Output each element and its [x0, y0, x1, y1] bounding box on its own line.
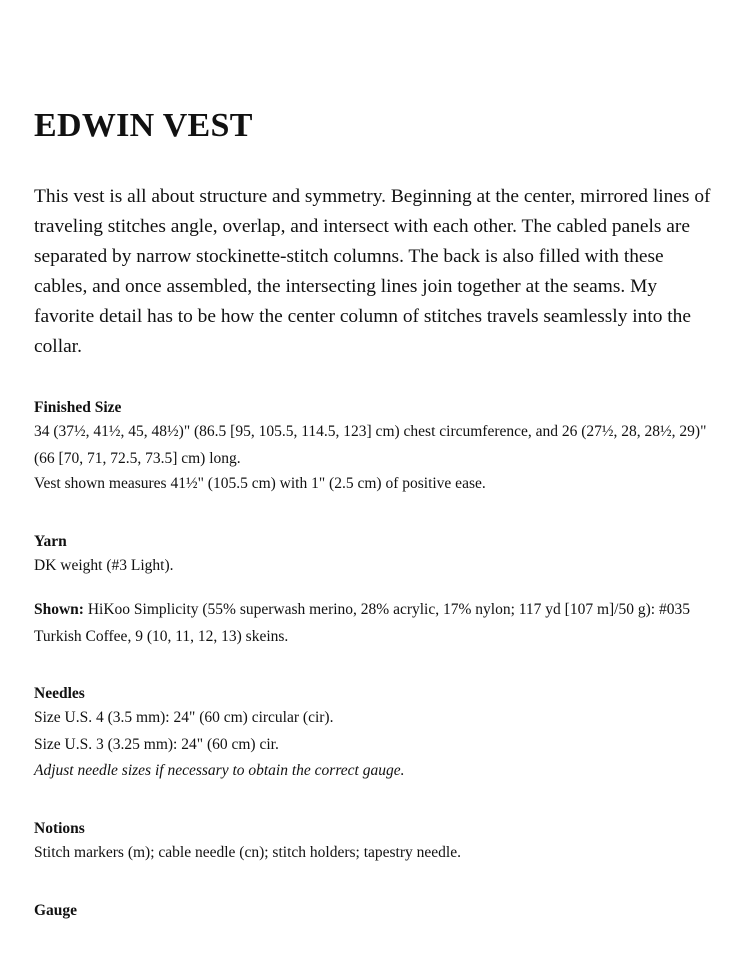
- needles-heading: Needles: [34, 685, 85, 702]
- yarn-weight: DK weight (#3 Light).: [34, 557, 174, 574]
- page-title: EDWIN VEST: [34, 107, 253, 144]
- notions-heading: Notions: [34, 820, 85, 837]
- finished-size-text: 34 (37½, 41½, 45, 48½)" (86.5 [95, 105.5, 114.5, 123] cm) chest circumference, and 26 (27½, 28, 28½, 29)" (66 [70, 71, 72.5, 73.5] cm) long.: [34, 423, 707, 467]
- needles-gauge-note: Adjust needle sizes if necessary to obtain the correct gauge.: [34, 762, 405, 779]
- finished-size-heading: Finished Size: [34, 399, 122, 416]
- needles-line-2: Size U.S. 3 (3.25 mm): 24" (60 cm) cir.: [34, 736, 279, 753]
- needles-line-1: Size U.S. 4 (3.5 mm): 24" (60 cm) circular (cir).: [34, 709, 334, 726]
- finished-size-shown: Vest shown measures 41½" (105.5 cm) with 1" (2.5 cm) of positive ease.: [34, 475, 486, 492]
- yarn-shown: [34, 597, 714, 650]
- yarn-shown-text: HiKoo Simplicity (55% superwash merino, 28% acrylic, 17% nylon; 117 yd [107 m]/50 g): #035 Turkish Coffee, 9 (10, 11, 12, 13) skeins.: [34, 601, 690, 645]
- yarn-heading: Yarn: [34, 533, 67, 550]
- gauge-heading: Gauge: [34, 902, 78, 919]
- notions-text: Stitch markers (m); cable needle (cn); stitch holders; tapestry needle.: [34, 844, 461, 861]
- intro-paragraph: This vest is all about structure and symmetry. Beginning at the center, mirrored lines of traveling stitches angle, overlap, and intersect with each other. The cabled panels are separated by narrow stockinette-stitch columns. The back is also filled with these cables, and once assembled, the intersecting lines join together at the seams. My favorite detail has to be how the center column of stitches travels seamlessly into the collar.: [34, 186, 711, 357]
- yarn-shown-label: Shown:: [34, 601, 84, 618]
